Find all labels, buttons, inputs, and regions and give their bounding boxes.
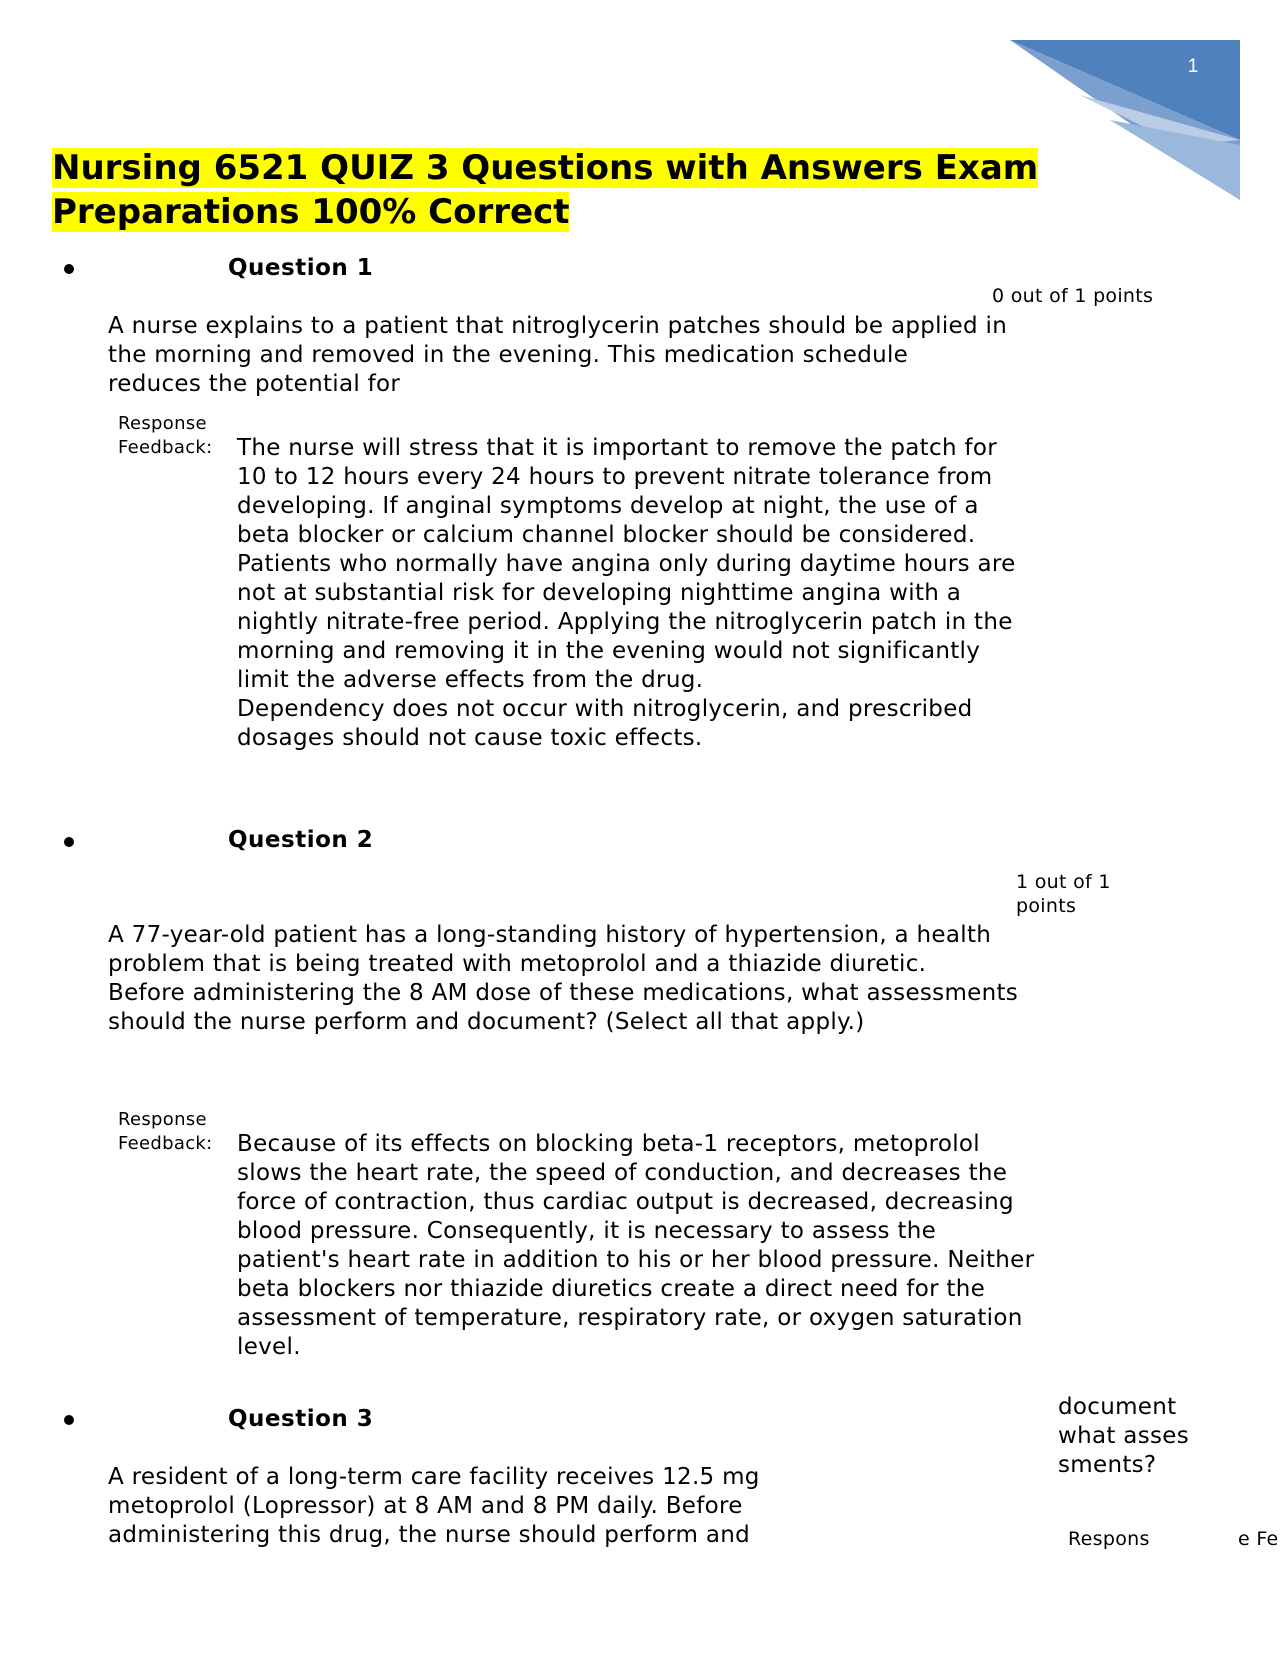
question-2-prompt: A 77-year-old patient has a long-standing history of hypertension, a health problem that is being treated with metoprolol and a thiazide diuretic. Before administering the 8 AM dose of these medications, what assessments should the nurse perform and document? (Select all that apply.) [108,922,1019,1035]
question-1-feedback: The nurse will stress that it is important to remove the patch for 10 to 12 hours every 24 hours to prevent nitrate tolerance from developing. If anginal symptoms develop at night, the use of a beta blocker or calcium channel blocker should be considered. Patients who normally have angina only during daytime hours are not at substantial risk for developing nighttime angina with a nightly nitrate-free period. Applying the nitroglycerin patch in the morning and removing it in the evening would not significantly limit the adverse effects from the drug. Dependency does not occur with nitroglycerin, and prescribed dosages should not cause toxic effects. [237,435,1016,751]
question-3-overflow-response: Respons [1068,1528,1150,1550]
bullet-q1 [64,264,74,274]
question-2-points: 1 out of 1 points [1016,871,1111,917]
question-3-label: Question 3 [228,1406,374,1432]
question-2-response-label: Response Feedback: [118,1109,213,1154]
document-title: Nursing 6521 QUIZ 3 Questions with Answers Exam Preparations 100% Correct [52,148,1039,232]
page-number: 1 [1187,56,1199,77]
question-1-prompt: A nurse explains to a patient that nitroglycerin patches should be applied in the morning and removed in the evening. This medication schedule reduces the potential for [108,313,1008,397]
bullet-q2 [64,837,74,847]
question-2-feedback: Because of its effects on blocking beta-1 receptors, metoprolol slows the heart rate, the speed of conduction, and decreases the force of contraction, thus cardiac output is decreased, decreasing blood pressure. Consequently, it is necessary to assess the patient's heart rate in addition to his or her blood pressure. Neither beta blockers nor thiazide diuretics create a direct need for the assessment of temperature, respiratory rate, or oxygen saturation level. [237,1131,1035,1360]
question-3-overflow-text: document what assessments? [1058,1394,1190,1478]
question-3-prompt: A resident of a long-term care facility receives 12.5 mg metoprolol (Lopressor) at 8 AM and 8 PM daily. Before administering this drug, the nurse should perform and [108,1464,760,1548]
question-3-overflow-fe: e Fe [1238,1528,1279,1550]
question-1-response-label: Response Feedback: [118,413,213,458]
bullet-q3 [64,1415,74,1425]
question-1-points: 0 out of 1 points [992,285,1154,307]
question-2-label: Question 2 [228,827,374,853]
question-1-label: Question 1 [228,255,374,281]
